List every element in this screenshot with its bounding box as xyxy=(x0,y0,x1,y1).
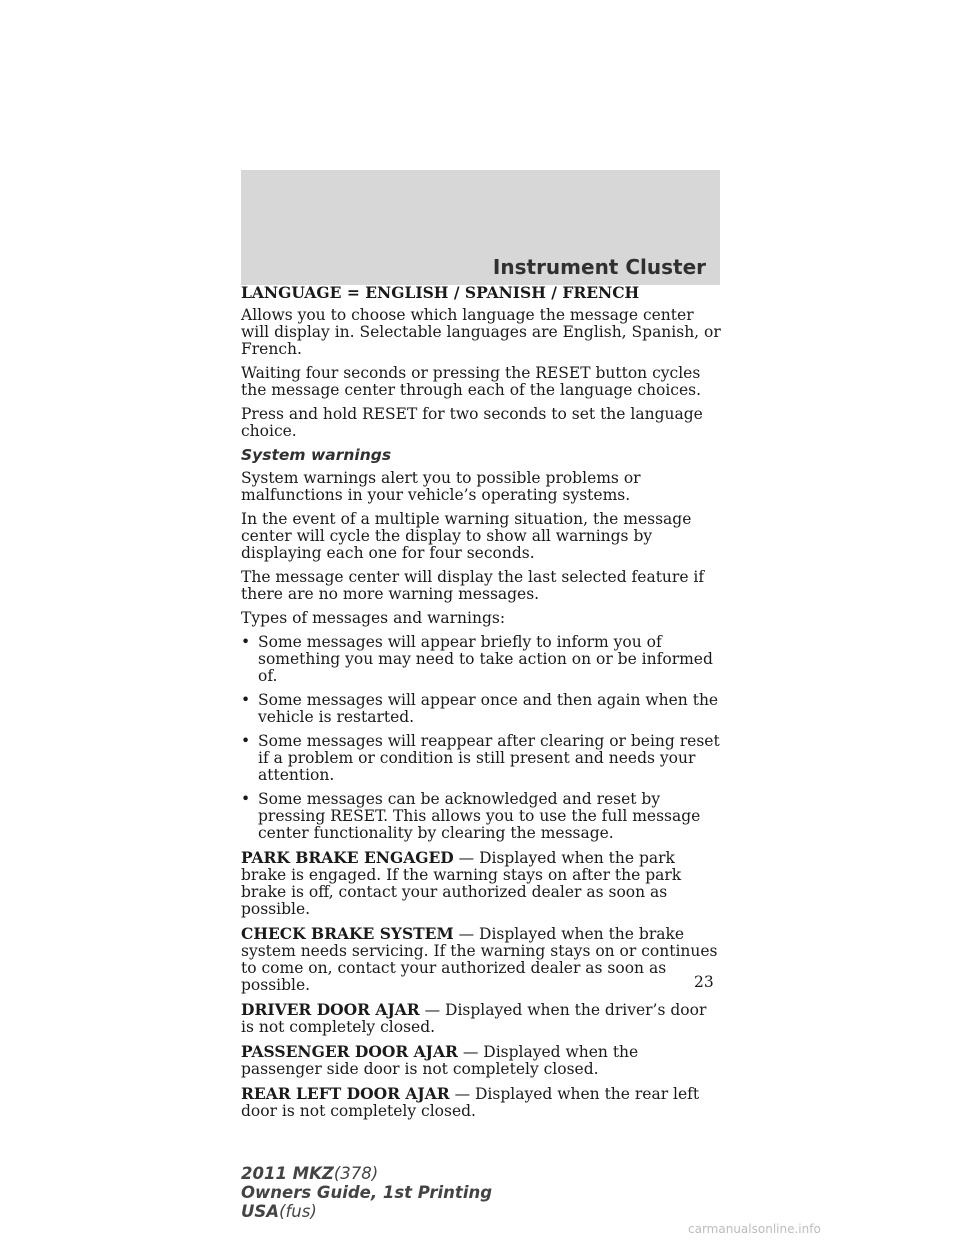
section-header-band xyxy=(241,170,720,285)
bullet-marker: • xyxy=(241,691,251,709)
paragraph-multiple-warnings: In the event of a multiple warning situation, the message center will cycle the display to show all warnings by displaying each one for four seconds. xyxy=(241,510,692,562)
list-item xyxy=(241,791,723,842)
language-heading: LANGUAGE = ENGLISH / SPANISH / FRENCH xyxy=(241,283,640,302)
definition-term: PASSENGER DOOR AJAR xyxy=(241,1042,458,1061)
system-warnings-heading: System warnings xyxy=(241,446,392,464)
definition-driver-door xyxy=(241,1001,723,1036)
message-types-list xyxy=(241,634,723,842)
definition-text: — Displayed when the park brake is engaged. If the warning stays on after the park brake is off, contact your authorized dealer as soon as possible. xyxy=(241,849,682,918)
paragraph-last-feature: The message center will display the last selected feature if there are no more warning messages. xyxy=(241,568,705,603)
definition-term: DRIVER DOOR AJAR xyxy=(241,1000,420,1019)
print-footer xyxy=(241,1164,492,1221)
paragraph-language-cycle: Waiting four seconds or pressing the RESET button cycles the message center through each of the language choices. xyxy=(241,364,702,399)
definition-park-brake xyxy=(241,849,723,918)
bullet-marker: • xyxy=(241,790,251,808)
paragraph-language-choice: Allows you to choose which language the message center will display in. Selectable languages are English, Spanish, or French. xyxy=(241,306,721,358)
paragraph-language-set: Press and hold RESET for two seconds to set the language choice. xyxy=(241,405,703,440)
definition-text: — Displayed when the passenger side door is not completely closed. xyxy=(241,1043,639,1078)
list-item-text: Some messages will reappear after clearing or being reset if a problem or condition is still present and needs your attention. xyxy=(258,732,720,784)
bullet-marker: • xyxy=(241,732,251,750)
definition-term: PARK BRAKE ENGAGED xyxy=(241,848,454,867)
definition-term: CHECK BRAKE SYSTEM xyxy=(241,924,454,943)
footer-line-model: 2011 MKZ(378) xyxy=(241,1164,379,1183)
bullet-marker: • xyxy=(241,633,251,651)
watermark-link[interactable]: carmanualsonline.info xyxy=(688,1222,821,1236)
definition-passenger-door xyxy=(241,1043,723,1078)
definition-text: — Displayed when the driver’s door is not completely closed. xyxy=(241,1001,707,1036)
paragraph-warnings-intro: System warnings alert you to possible problems or malfunctions in your vehicle’s operating systems. xyxy=(241,469,641,504)
page-number: 23 xyxy=(694,973,714,991)
paragraph-message-types: Types of messages and warnings: xyxy=(241,609,506,627)
section-title: Instrument Cluster xyxy=(492,255,706,279)
list-item-text: Some messages will appear briefly to inform you of something you may need to take action on or be informed of. xyxy=(258,633,713,685)
list-item xyxy=(241,692,723,726)
definition-text: — Displayed when the brake system needs servicing. If the warning stays on or continues to come on, contact your authorized dealer as soon as possible. xyxy=(241,925,718,994)
definition-text: — Displayed when the rear left door is not completely closed. xyxy=(241,1085,700,1120)
list-item-text: Some messages can be acknowledged and reset by pressing RESET. This allows you to use the full message center functionality by clearing the message. xyxy=(258,790,701,842)
page-content xyxy=(241,284,723,1127)
list-item-text: Some messages will appear once and then again when the vehicle is restarted. xyxy=(258,691,719,726)
definition-rear-left-door xyxy=(241,1085,723,1120)
definition-term: REAR LEFT DOOR AJAR xyxy=(241,1084,450,1103)
footer-line-guide: Owners Guide, 1st Printing xyxy=(241,1183,493,1202)
list-item xyxy=(241,634,723,685)
footer-line-region: USA(fus) xyxy=(241,1202,317,1221)
definition-check-brake xyxy=(241,925,723,994)
list-item xyxy=(241,733,723,784)
